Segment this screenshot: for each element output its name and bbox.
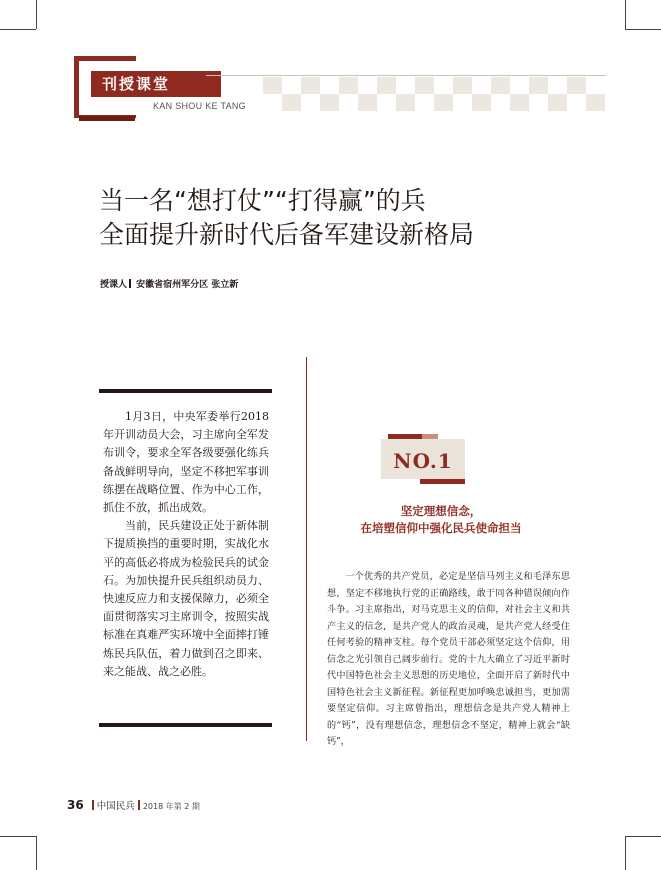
- header-rule: [206, 75, 606, 76]
- page-footer: [67, 794, 200, 813]
- checker-square: [586, 94, 605, 111]
- checker-square: [339, 77, 358, 94]
- footer-separator: [138, 800, 140, 810]
- intro-paragraph: 当前，民兵建设正处于新体制下提质换挡的重要时期，实战化水平的高低必将成为检验民兵的试金石。为加快提升民兵组织动员力、快速反应力和支援保障力，必须全面贯彻落实习主席训令，按照实战标准在真难严实环境中全面摔打锤炼民兵队伍，着力做到召之即来、来之能战、战之必胜。: [103, 519, 269, 678]
- issue-number: 2018 年第 2 期: [142, 802, 200, 811]
- byline-role: 授课人: [100, 280, 128, 290]
- checker-square: [320, 94, 339, 111]
- intro-paragraph: 1月3日，中央军委举行2018年开训动员大会，习主席向全军发布训令，要求全军各级要强化练兵备战鲜明导向，坚定不移把军事训练摆在战略位置、作为中心工作，抓住不放，抓出成效。: [103, 410, 269, 515]
- column-name: 刊授课堂: [91, 71, 221, 97]
- checker-square: [301, 77, 320, 94]
- intro-top-rule: [99, 389, 272, 393]
- checker-square: [529, 77, 548, 94]
- section-number-box: [381, 434, 466, 484]
- checker-square: [472, 94, 491, 111]
- byline-separator: [129, 279, 131, 288]
- section-number: NO.1: [381, 439, 465, 479]
- title-line-1: 当一名“想打仗”“打得赢”的兵: [99, 186, 426, 215]
- article-title: [99, 184, 619, 252]
- checker-square: [358, 94, 377, 111]
- checker-square: [282, 94, 301, 111]
- checker-square: [263, 77, 282, 94]
- section-heading-line-2: 在培塑信仰中强化民兵使命担当: [360, 521, 522, 535]
- checker-square: [434, 94, 453, 111]
- checker-square: [415, 77, 434, 94]
- intro-bottom-rule: [99, 723, 272, 727]
- section-body: 一个优秀的共产党员，必定是坚信马列主义和毛泽东思想，坚定不移地执行党的正确路线，敢于同各种错误倾向作斗争。习主席指出，对马克思主义的信仰，对社会主义和共产主义的信念，是共产党人的政治灵魂，是共产党人经受住任何考验的精神支柱。每个党员干部必须坚定这个信仰，用信念之光引领自己阔步前行。党的十九大确立了习近平新时代中国特色社会主义思想的历史地位，全面开启了新时代中国特色社会主义新征程。新征程更加呼唤忠诚担当，更加需要坚定信仰。习主席曾指出，理想信念是共产党人精神上的“钙”，没有理想信念，理想信念不坚定，精神上就会“缺钙”，: [327, 572, 570, 747]
- checker-square: [396, 94, 415, 111]
- checker-square: [567, 77, 586, 94]
- column-frame-shadow: [79, 116, 135, 121]
- checker-square: [491, 77, 510, 94]
- checker-square: [510, 94, 529, 111]
- crop-mark: [625, 0, 626, 29]
- crop-mark: [0, 836, 36, 837]
- crop-mark: [0, 29, 36, 30]
- column-header: [74, 56, 246, 120]
- checker-pattern: [263, 77, 605, 111]
- page-number: 36: [67, 798, 84, 812]
- crop-mark: [36, 0, 37, 29]
- column-pinyin: KAN SHOU KE TANG: [153, 101, 246, 111]
- byline: [100, 277, 238, 290]
- crop-mark: [36, 836, 37, 870]
- section-heading: [318, 503, 564, 537]
- crop-mark: [625, 29, 661, 30]
- checker-square: [377, 77, 396, 94]
- section-number-bar: [420, 479, 465, 484]
- title-line-2: 全面提升新时代后备军建设新格局: [99, 220, 475, 249]
- section-heading-line-1: 坚定理想信念，: [400, 504, 482, 518]
- crop-mark: [625, 836, 661, 837]
- column-divider: [306, 357, 307, 741]
- intro-text: [103, 408, 269, 681]
- crop-mark: [625, 836, 626, 870]
- byline-author: 安徽省宿州军分区 张立新: [136, 280, 239, 290]
- checker-square: [548, 94, 567, 111]
- checker-square: [453, 77, 472, 94]
- magazine-name: 中国民兵: [96, 801, 135, 812]
- footer-separator: [92, 800, 94, 810]
